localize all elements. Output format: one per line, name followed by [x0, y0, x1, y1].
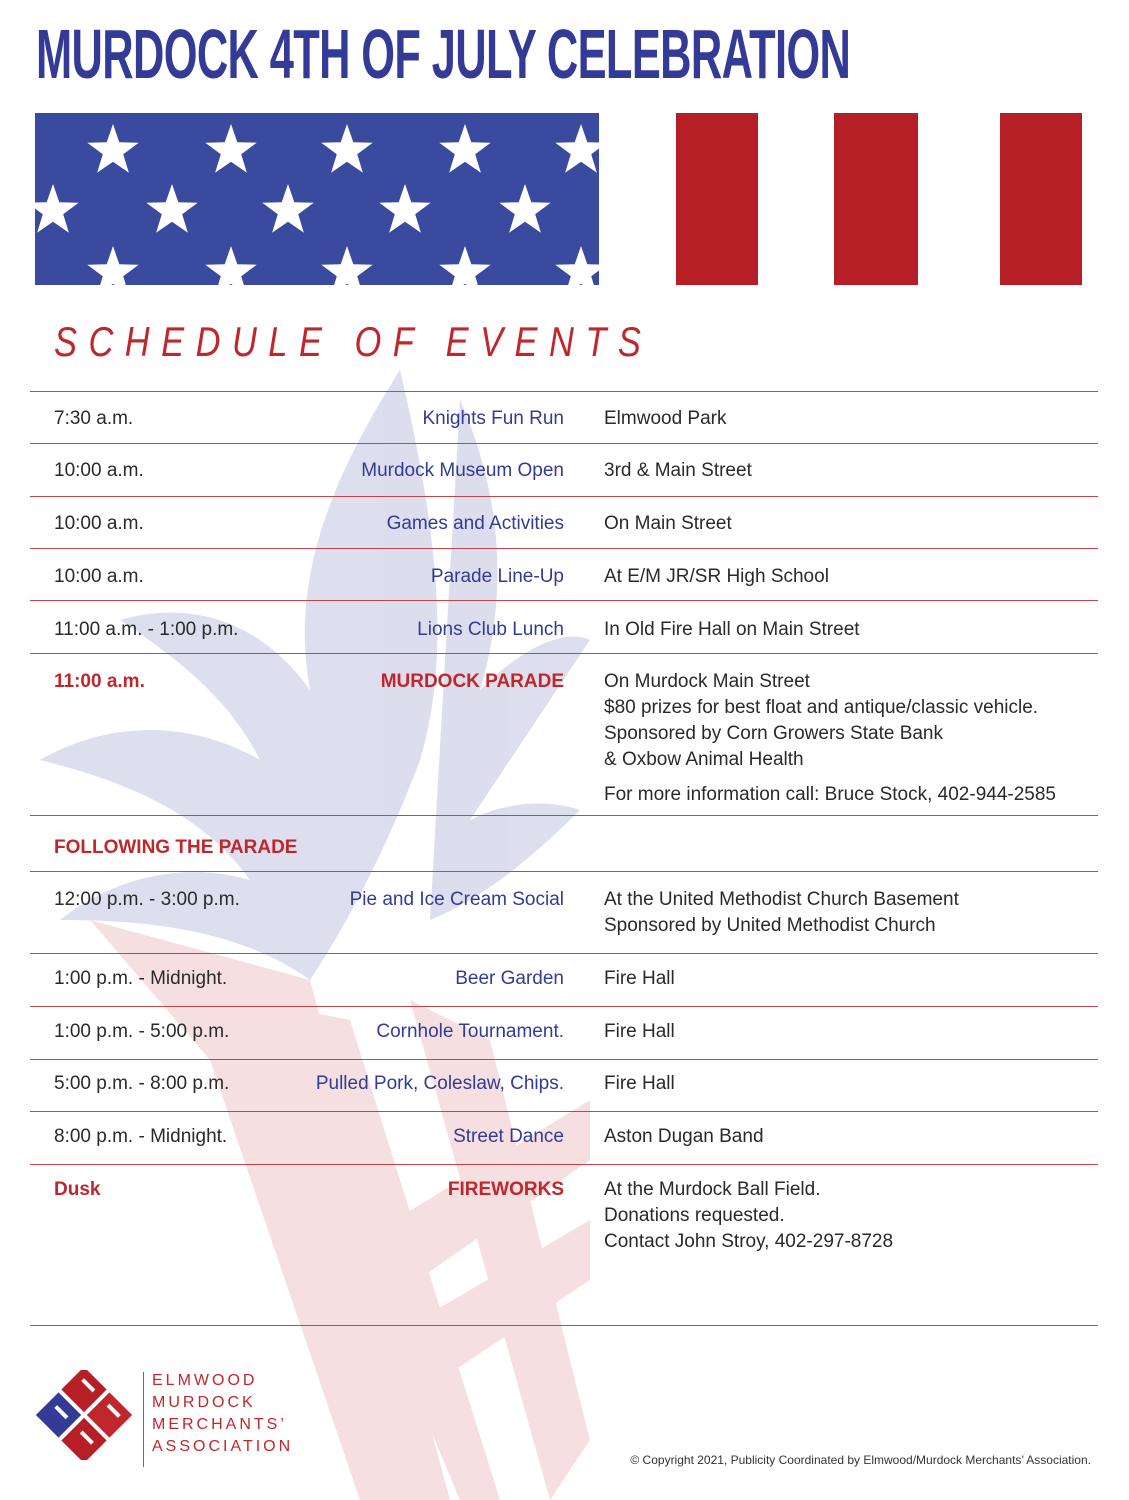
copyright-notice: © Copyright 2021, Publicity Coordinated by Elmwood/Murdock Merchants’ Association.: [630, 1453, 1091, 1467]
event-name: Murdock Museum Open: [361, 460, 564, 481]
event-name: Games and Activities: [386, 513, 564, 534]
event-location: [604, 887, 959, 939]
merchants-association-logo-icon: [36, 1370, 132, 1460]
logo-line: MERCHANTS’: [152, 1416, 287, 1433]
divider: [30, 548, 1098, 549]
location-line: Elmwood Park: [604, 408, 727, 429]
location-line: At E/M JR/SR High School: [604, 566, 829, 587]
location-line: Fire Hall: [604, 1073, 675, 1094]
location-line: On Main Street: [604, 513, 732, 534]
logo-wordmark: [152, 1370, 293, 1458]
event-name: Knights Fun Run: [422, 408, 564, 429]
divider: [30, 815, 1098, 816]
event-name: Pie and Ice Cream Social: [349, 889, 564, 910]
divider: [30, 1006, 1098, 1007]
logo-line: ASSOCIATION: [152, 1438, 294, 1455]
event-time: 10:00 a.m.: [54, 513, 144, 534]
event-name: Pulled Pork, Coleslaw, Chips.: [315, 1073, 564, 1094]
location-line: At the Murdock Ball Field.: [604, 1179, 821, 1200]
location-line: Sponsored by Corn Growers State Bank: [604, 723, 944, 744]
flag-red-stripe: [834, 113, 918, 285]
event-location: [604, 406, 727, 432]
location-line: $80 prizes for best float and antique/classic vehicle.: [604, 697, 1039, 718]
event-location: [604, 1071, 675, 1097]
event-location: [604, 966, 675, 992]
event-time: Dusk: [54, 1179, 101, 1200]
location-line: Donations requested.: [604, 1205, 785, 1226]
event-time: 12:00 p.m. - 3:00 p.m.: [54, 889, 240, 910]
flag-star-field: [35, 113, 599, 285]
event-name: Lions Club Lunch: [417, 619, 564, 640]
event-time: 1:00 p.m. - Midnight.: [54, 968, 228, 989]
divider: [30, 443, 1098, 444]
location-line: On Murdock Main Street: [604, 671, 810, 692]
divider: [30, 1325, 1098, 1326]
location-line: 3rd & Main Street: [604, 460, 752, 481]
logo-line: ELMWOOD: [152, 1372, 258, 1389]
event-time: 11:00 a.m. - 1:00 p.m.: [54, 619, 239, 640]
event-location: [604, 1177, 893, 1255]
event-location: [604, 458, 752, 484]
event-location: [604, 1019, 675, 1045]
location-line: Aston Dugan Band: [604, 1126, 764, 1147]
divider: [30, 1164, 1098, 1165]
event-name: Cornhole Tournament.: [376, 1021, 564, 1042]
event-time: 10:00 a.m.: [54, 460, 144, 481]
location-line: Sponsored by United Methodist Church: [604, 915, 936, 936]
event-location: [604, 1124, 764, 1150]
location-line: Fire Hall: [604, 1021, 675, 1042]
logo-divider: [143, 1372, 144, 1467]
location-line: In Old Fire Hall on Main Street: [604, 619, 860, 640]
event-time: 10:00 a.m.: [54, 566, 144, 587]
location-line: At the United Methodist Church Basement: [604, 889, 959, 910]
stars-graphic: [35, 113, 599, 285]
divider: [30, 653, 1098, 654]
logo-line: MURDOCK: [152, 1394, 256, 1411]
divider: [30, 496, 1098, 497]
location-line: & Oxbow Animal Health: [604, 749, 804, 770]
divider: [30, 600, 1098, 601]
location-line: Contact John Stroy, 402-297-8728: [604, 1231, 894, 1252]
event-location: [604, 617, 860, 643]
event-time: 8:00 p.m. - Midnight.: [54, 1126, 228, 1147]
event-location: [604, 669, 1056, 808]
flag-red-stripe: [1000, 113, 1082, 285]
section-label: FOLLOWING THE PARADE: [54, 837, 298, 858]
divider: [30, 391, 1098, 392]
divider: [30, 1111, 1098, 1112]
event-name: FIREWORKS: [447, 1179, 564, 1200]
event-time: 1:00 p.m. - 5:00 p.m.: [54, 1021, 230, 1042]
location-line: Fire Hall: [604, 968, 675, 989]
event-name: Parade Line-Up: [430, 566, 564, 587]
page-title: MURDOCK 4TH OF JULY CELEBRATION: [36, 15, 851, 93]
schedule-heading: SCHEDULE OF EVENTS: [54, 318, 653, 365]
divider: [30, 1059, 1098, 1060]
divider: [30, 871, 1098, 872]
divider: [30, 953, 1098, 954]
event-location: [604, 564, 829, 590]
event-name: Beer Garden: [455, 968, 564, 989]
event-name: MURDOCK PARADE: [380, 671, 564, 692]
event-location: [604, 511, 732, 537]
event-time: 11:00 a.m.: [54, 671, 145, 692]
contact-note: For more information call: Bruce Stock, 402-944-2585: [604, 784, 1056, 805]
flag-red-stripe: [676, 113, 758, 285]
event-name: Street Dance: [453, 1126, 564, 1147]
event-time: 7:30 a.m.: [54, 408, 134, 429]
event-time: 5:00 p.m. - 8:00 p.m.: [54, 1073, 230, 1094]
